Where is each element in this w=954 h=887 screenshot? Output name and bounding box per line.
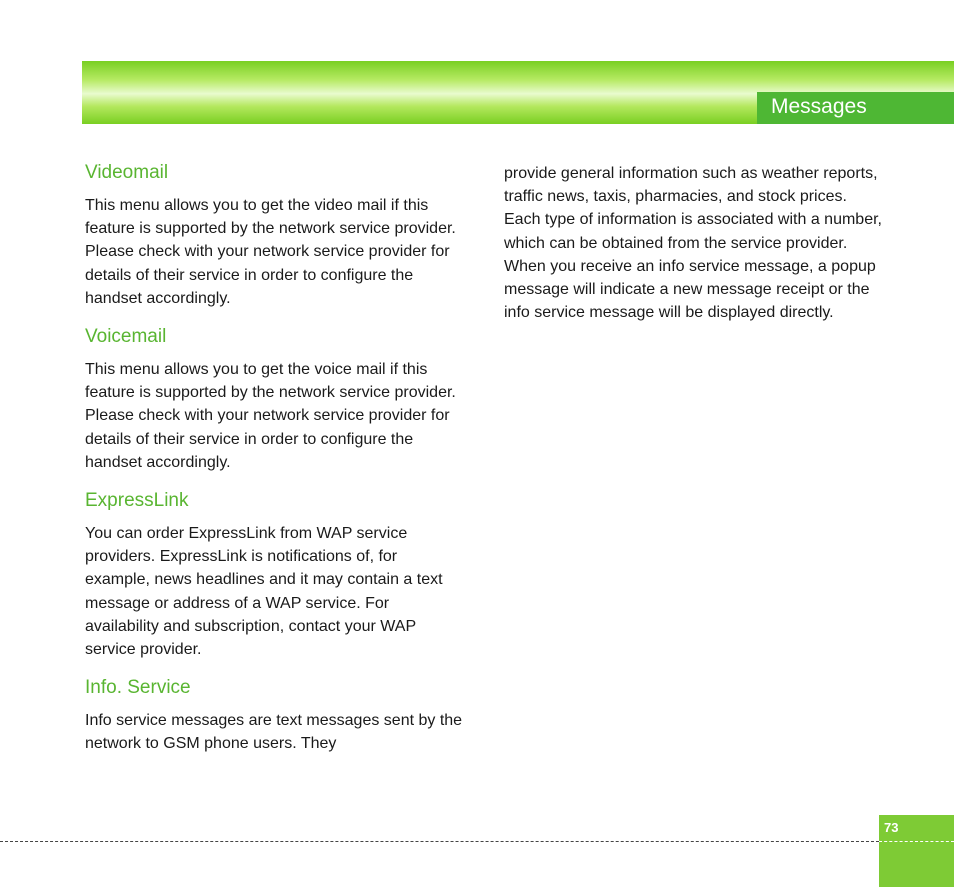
- footer-dashed-rule: [0, 841, 879, 842]
- right-column: [504, 160, 884, 338]
- continuation-paragraph: provide general information such as weather reports, traffic news, taxis, pharmacies, and stock prices. Each type of information is associated with a number, which can be obtained from the service provider. When you receive an info service message, a popup message will indicate a new message receipt or the info service message will be displayed directly.: [504, 165, 882, 322]
- page-number: 73: [884, 820, 899, 835]
- section-title: Messages: [757, 92, 954, 124]
- section-body: Info service messages are text messages sent by the network to GSM phone users. They: [85, 712, 463, 753]
- section-videomail: [85, 160, 465, 310]
- section-heading: ExpressLink: [85, 490, 189, 512]
- section-voicemail: [85, 324, 465, 474]
- section-heading: Videomail: [85, 162, 169, 183]
- section-heading: Info. Service: [85, 677, 191, 699]
- section-body: This menu allows you to get the voice mail if this feature is supported by the network service provider. Please check with your network service provider for details of their service in order to configure the handset accordingly.: [85, 361, 456, 471]
- left-column: [85, 160, 465, 770]
- page-tab-dashed-rule: [879, 841, 954, 842]
- section-body: This menu allows you to get the video mail if this feature is supported by the network service provider. Please check with your network service provider for details of their service in order to configure the handset accordingly.: [85, 197, 456, 307]
- section-body: You can order ExpressLink from WAP service providers. ExpressLink is notifications of, for example, news headlines and it may contain a text message or address of a WAP service. For availability and subscription, contact your WAP service provider.: [85, 525, 443, 659]
- section-expresslink: [85, 488, 465, 661]
- section-info-service: [85, 675, 465, 755]
- section-heading: Voicemail: [85, 326, 167, 348]
